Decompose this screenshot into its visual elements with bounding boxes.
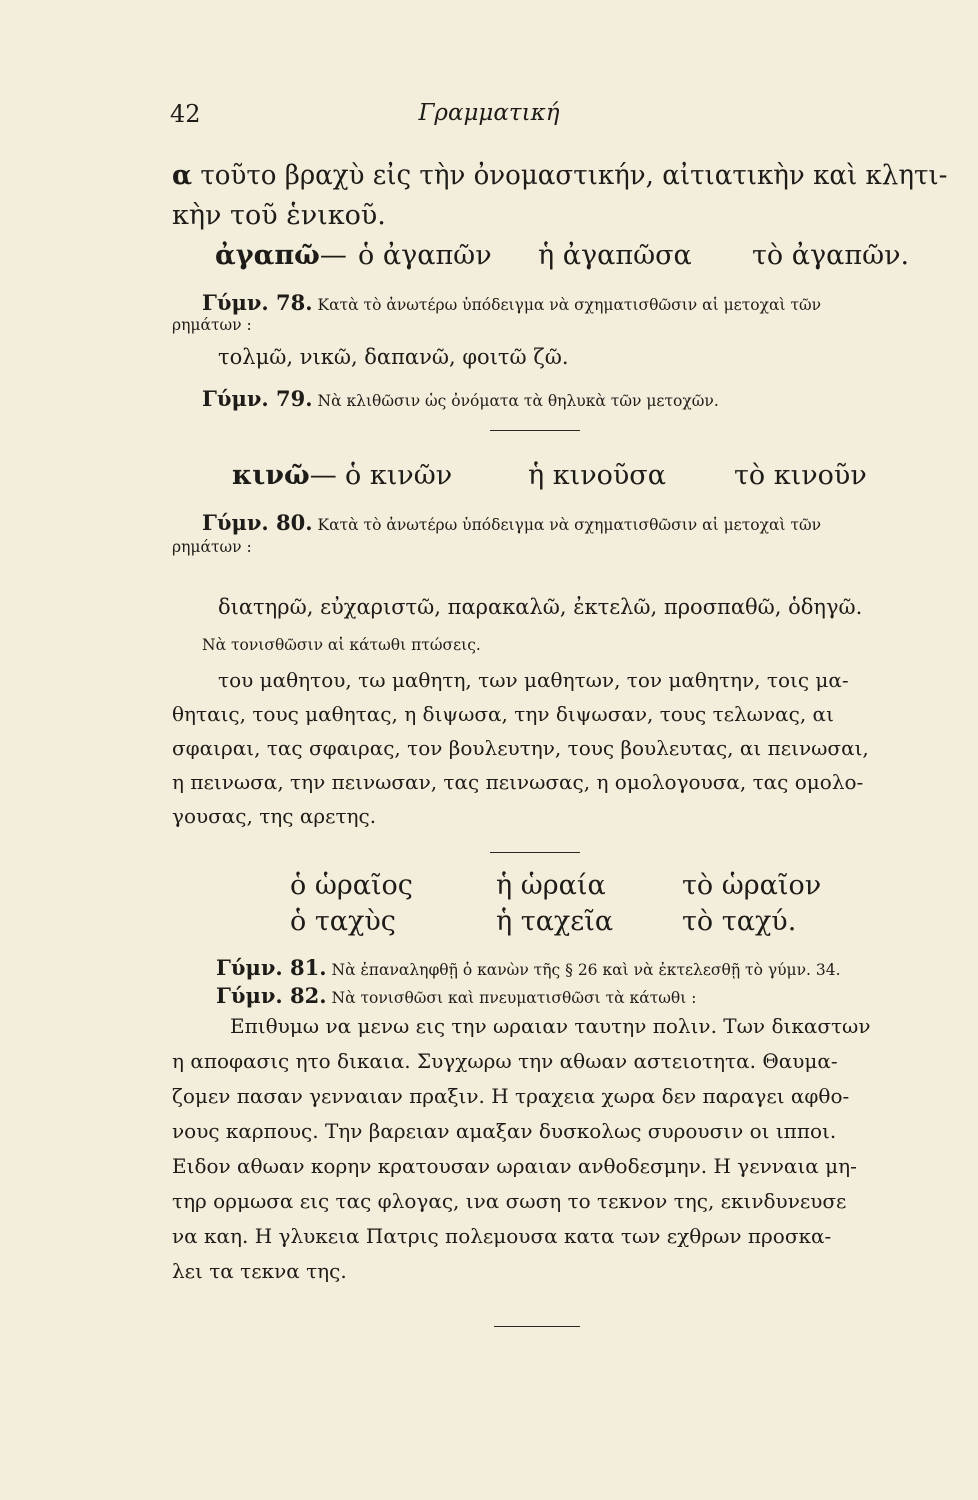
verb-agapo-stem: ἀγαπῶ— — [215, 240, 347, 271]
verb-agapo-masculine: ὁ ἀγαπῶν — [358, 240, 492, 271]
exercise-82-line-6: τηρ ορμωσα εις τας φλογας, ινα σωση το τεκνον της, εκινδυνευσε — [172, 1189, 847, 1213]
exercise-79: Γύμν. 79. Νὰ κλιθῶσιν ὡς ὀνόματα τὰ θηλυκὰ τῶν μετοχῶν. — [202, 386, 719, 411]
accent-line-4: η πεινωσα, την πεινωσαν, τας πεινωσας, η ομολογουσα, τας ομολο- — [172, 770, 864, 794]
exercise-78-continued: ρημάτων : — [172, 316, 252, 334]
exercise-78: Γύμν. 78. Κατὰ τὸ ἀνωτέρω ὑπόδειγμα νὰ σχηματισθῶσιν αἱ μετοχαὶ τῶν — [202, 290, 822, 315]
exercise-82: Γύμν. 82. Νὰ τονισθῶσι καὶ πνευματισθῶσι τὰ κάτωθι : — [216, 983, 697, 1008]
verb-kino-stem: κινῶ— — [232, 460, 337, 491]
intro-line-1: α τοῦτο βραχὺ εἰς τὴν ὀνομαστικήν, αἰτιατικὴν καὶ κλητι- — [172, 160, 948, 191]
exercise-82-line-7: να καη. Η γλυκεια Πατρις πολεμουσα κατα των εχθρων προσκα- — [172, 1224, 832, 1248]
exercise-81: Γύμν. 81. Νὰ ἐπαναληφθῇ ὁ κανὼν τῆς § 26 καὶ νὰ ἐκτελεσθῇ τὸ γύμν. 34. — [216, 955, 841, 980]
verb-kino-masculine: ὁ κινῶν — [345, 460, 453, 491]
exercise-80-continued: ρημάτων : — [172, 538, 252, 556]
exercise-82-line-3: ζομεν πασαν γενναιαν πραξιν. Η τραχεια χωρα δεν παραγει αφθο- — [172, 1084, 850, 1108]
intro-line-2: κὴν τοῦ ἑνικοῦ. — [172, 200, 386, 231]
adjective-tachys-neuter: τὸ ταχύ. — [682, 906, 797, 937]
accent-line-5: γουσας, της αρετης. — [172, 804, 377, 828]
running-title: Γραμματική — [418, 100, 560, 126]
exercise-80: Γύμν. 80. Κατὰ τὸ ἀνωτέρω ὑπόδειγμα νὰ σχηματισθῶσιν αἱ μετοχαὶ τῶν — [202, 510, 822, 535]
exercise-82-line-8: λει τα τεκνα της. — [172, 1259, 347, 1283]
verb-kino-neuter: τὸ κινοῦν — [734, 460, 867, 491]
accent-instruction: Νὰ τονισθῶσιν αἱ κάτωθι πτώσεις. — [202, 636, 481, 654]
exercise-82-line-4: νους καρπους. Την βαρειαν αμαξαν δυσκολως συρουσιν οι ιπποι. — [172, 1119, 837, 1143]
verb-agapo-neuter: τὸ ἀγαπῶν. — [752, 240, 910, 271]
adjective-oraios-masculine: ὁ ὡραῖος — [290, 870, 413, 901]
verb-agapo-feminine: ἡ ἀγαπῶσα — [538, 240, 692, 271]
section-divider — [490, 430, 580, 431]
adjective-tachys-masculine: ὁ ταχὺς — [290, 906, 396, 937]
exercise-82-line-5: Ειδον αθωαν κορην κρατουσαν ωραιαν ανθοδεσμην. Η γενναια μη- — [172, 1154, 857, 1178]
adjective-oraios-neuter: τὸ ὡραῖον — [682, 870, 822, 901]
exercise-82-line-1: Επιθυμω να μενω εις την ωραιαν ταυτην πολιν. Των δικαστων — [230, 1014, 871, 1038]
section-divider — [494, 1326, 580, 1327]
accent-line-3: σφαιραι, τας σφαιρας, τον βουλευτην, τους βουλευτας, αι πεινωσαι, — [172, 736, 869, 760]
exercise-80-verbs: διατηρῶ, εὐχαριστῶ, παρακαλῶ, ἐκτελῶ, προσπαθῶ, ὁδηγῶ. — [218, 595, 863, 619]
section-divider — [490, 852, 580, 853]
adjective-tachys-feminine: ἡ ταχεῖα — [496, 906, 614, 937]
adjective-oraios-feminine: ἡ ὡραία — [496, 870, 606, 901]
page-number: 42 — [170, 100, 201, 128]
exercise-78-verbs: τολμῶ, νικῶ, δαπανῶ, φοιτῶ ζῶ. — [218, 345, 569, 369]
exercise-82-line-2: η αποφασις ητο δικαια. Συγχωρω την αθωαν αστειοτητα. Θαυμα- — [172, 1049, 838, 1073]
accent-line-2: θηταις, τους μαθητας, η διψωσα, την διψωσαν, τους τελωνας, αι — [172, 702, 834, 726]
verb-kino-feminine: ἡ κινοῦσα — [528, 460, 666, 491]
accent-line-1: του μαθητου, τω μαθητη, των μαθητων, τον μαθητην, τοις μα- — [218, 668, 849, 692]
